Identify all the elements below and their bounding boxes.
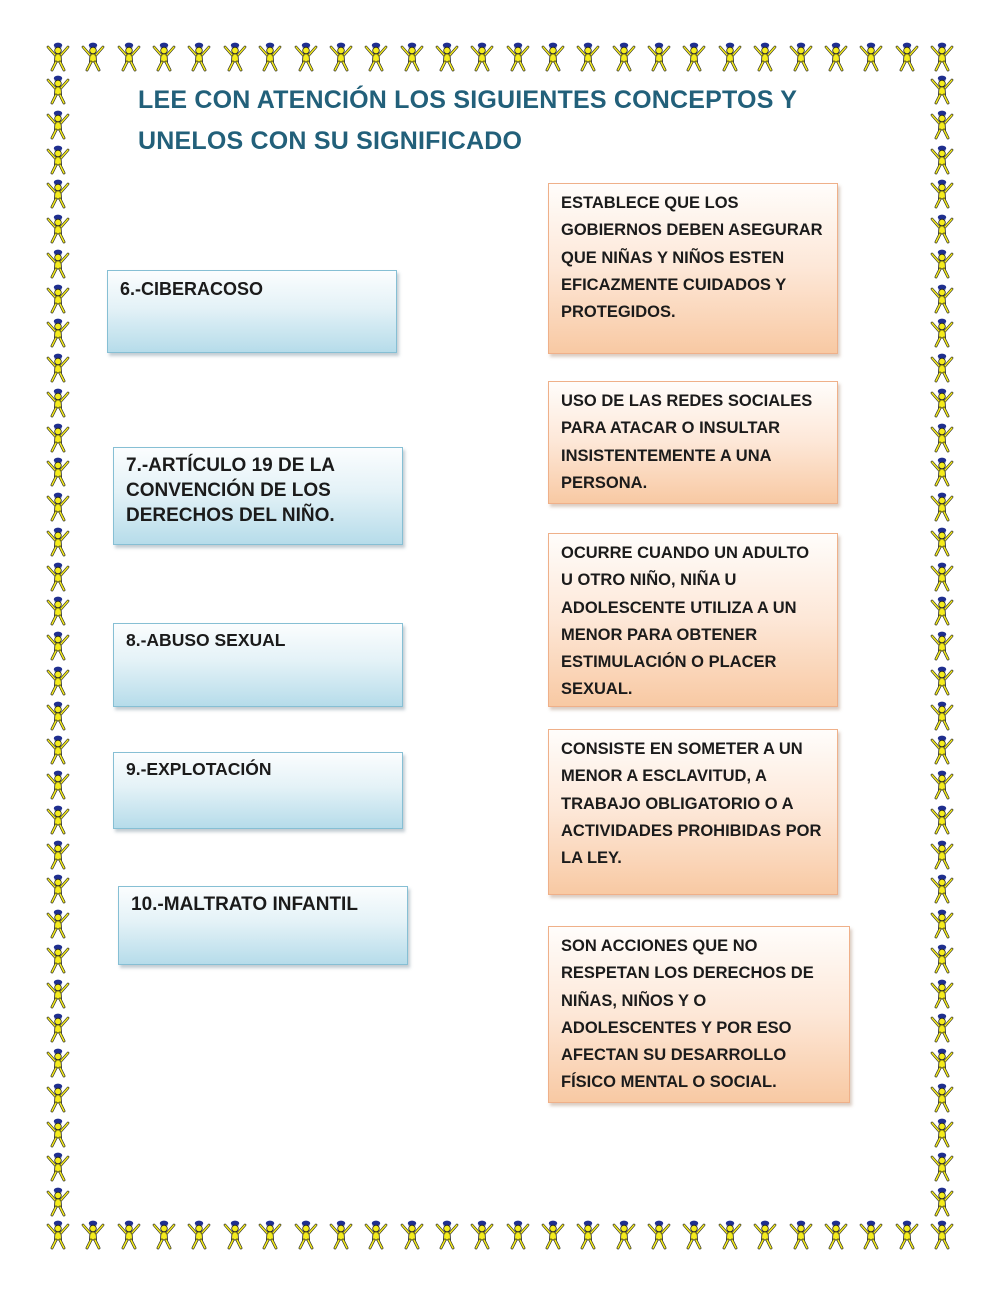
cheering-child-icon — [45, 388, 71, 418]
cheering-child-icon — [45, 909, 71, 939]
cheering-child-icon — [363, 42, 389, 72]
cheering-child-icon — [646, 1220, 672, 1250]
cheering-child-icon — [752, 42, 778, 72]
cheering-child-icon — [45, 979, 71, 1009]
definition-box-5[interactable]: SON ACCIONES QUE NO RESPETAN LOS DERECHOS DE NIÑAS, NIÑOS Y O ADOLESCENTES Y POR ESO AFECTAN SU DESARROLLO FÍSICO MENTAL O SOCIAL. — [548, 926, 850, 1103]
cheering-child-icon — [575, 1220, 601, 1250]
concept-box-10[interactable]: 10.-MALTRATO INFANTIL — [118, 886, 408, 965]
cheering-child-icon — [45, 596, 71, 626]
cheering-child-icon — [681, 1220, 707, 1250]
cheering-child-icon — [45, 110, 71, 140]
definition-box-3[interactable]: OCURRE CUANDO UN ADULTO U OTRO NIÑO, NIÑA U ADOLESCENTE UTILIZA A UN MENOR PARA OBTENER ESTIMULACIÓN O PLACER SEXUAL. — [548, 533, 838, 707]
cheering-child-icon — [80, 1220, 106, 1250]
cheering-child-icon — [222, 42, 248, 72]
cheering-child-icon — [45, 284, 71, 314]
cheering-child-icon — [45, 179, 71, 209]
cheering-child-icon — [929, 423, 955, 453]
cheering-child-icon — [116, 42, 142, 72]
cheering-child-icon — [929, 1083, 955, 1113]
cheering-child-icon — [505, 42, 531, 72]
concept-box-9[interactable]: 9.-EXPLOTACIÓN — [113, 752, 403, 829]
cheering-child-icon — [45, 492, 71, 522]
decorative-border-bottom — [45, 1220, 955, 1250]
cheering-child-icon — [45, 1220, 71, 1250]
cheering-child-icon — [45, 42, 71, 72]
cheering-child-icon — [717, 1220, 743, 1250]
cheering-child-icon — [45, 944, 71, 974]
concept-box-7[interactable]: 7.-ARTÍCULO 19 DE LA CONVENCIÓN DE LOS DERECHOS DEL NIÑO. — [113, 447, 403, 545]
cheering-child-icon — [45, 318, 71, 348]
cheering-child-icon — [929, 145, 955, 175]
concept-box-8[interactable]: 8.-ABUSO SEXUAL — [113, 623, 403, 707]
cheering-child-icon — [45, 1083, 71, 1113]
cheering-child-icon — [45, 75, 71, 105]
cheering-child-icon — [929, 318, 955, 348]
cheering-child-icon — [293, 1220, 319, 1250]
cheering-child-icon — [929, 110, 955, 140]
cheering-child-icon — [752, 1220, 778, 1250]
cheering-child-icon — [894, 42, 920, 72]
cheering-child-icon — [929, 596, 955, 626]
cheering-child-icon — [929, 770, 955, 800]
cheering-child-icon — [45, 631, 71, 661]
cheering-child-icon — [929, 1187, 955, 1217]
cheering-child-icon — [823, 42, 849, 72]
cheering-child-icon — [45, 840, 71, 870]
concept-box-6[interactable]: 6.-CIBERACOSO — [107, 270, 397, 353]
cheering-child-icon — [45, 805, 71, 835]
cheering-child-icon — [929, 805, 955, 835]
cheering-child-icon — [328, 42, 354, 72]
cheering-child-icon — [929, 457, 955, 487]
cheering-child-icon — [469, 42, 495, 72]
cheering-child-icon — [45, 562, 71, 592]
cheering-child-icon — [823, 1220, 849, 1250]
cheering-child-icon — [929, 701, 955, 731]
cheering-child-icon — [328, 1220, 354, 1250]
cheering-child-icon — [505, 1220, 531, 1250]
cheering-child-icon — [929, 909, 955, 939]
cheering-child-icon — [894, 1220, 920, 1250]
cheering-child-icon — [929, 388, 955, 418]
cheering-child-icon — [929, 1152, 955, 1182]
cheering-child-icon — [929, 735, 955, 765]
cheering-child-icon — [45, 249, 71, 279]
cheering-child-icon — [434, 1220, 460, 1250]
cheering-child-icon — [45, 423, 71, 453]
cheering-child-icon — [222, 1220, 248, 1250]
cheering-child-icon — [575, 42, 601, 72]
cheering-child-icon — [788, 1220, 814, 1250]
cheering-child-icon — [929, 353, 955, 383]
cheering-child-icon — [45, 1118, 71, 1148]
cheering-child-icon — [929, 75, 955, 105]
cheering-child-icon — [929, 874, 955, 904]
cheering-child-icon — [45, 1048, 71, 1078]
decorative-border-right — [929, 75, 955, 1217]
cheering-child-icon — [399, 1220, 425, 1250]
cheering-child-icon — [257, 1220, 283, 1250]
cheering-child-icon — [80, 42, 106, 72]
cheering-child-icon — [45, 457, 71, 487]
cheering-child-icon — [257, 42, 283, 72]
cheering-child-icon — [929, 666, 955, 696]
cheering-child-icon — [929, 1013, 955, 1043]
cheering-child-icon — [186, 42, 212, 72]
cheering-child-icon — [929, 840, 955, 870]
cheering-child-icon — [788, 42, 814, 72]
cheering-child-icon — [363, 1220, 389, 1250]
cheering-child-icon — [116, 1220, 142, 1250]
cheering-child-icon — [929, 562, 955, 592]
definition-box-1[interactable]: ESTABLECE QUE LOS GOBIERNOS DEBEN ASEGURAR QUE NIÑAS Y NIÑOS ESTEN EFICAZMENTE CUIDADOS Y PROTEGIDOS. — [548, 183, 838, 354]
cheering-child-icon — [45, 214, 71, 244]
cheering-child-icon — [681, 42, 707, 72]
cheering-child-icon — [45, 770, 71, 800]
cheering-child-icon — [611, 1220, 637, 1250]
cheering-child-icon — [45, 1152, 71, 1182]
cheering-child-icon — [929, 249, 955, 279]
cheering-child-icon — [929, 631, 955, 661]
cheering-child-icon — [929, 42, 955, 72]
cheering-child-icon — [45, 735, 71, 765]
cheering-child-icon — [469, 1220, 495, 1250]
cheering-child-icon — [45, 666, 71, 696]
cheering-child-icon — [717, 42, 743, 72]
cheering-child-icon — [929, 492, 955, 522]
definition-box-4[interactable]: CONSISTE EN SOMETER A UN MENOR A ESCLAVITUD, A TRABAJO OBLIGATORIO O A ACTIVIDADES PROHIBIDAS POR LA LEY. — [548, 729, 838, 895]
cheering-child-icon — [45, 701, 71, 731]
cheering-child-icon — [540, 42, 566, 72]
decorative-border-left — [45, 75, 71, 1217]
cheering-child-icon — [45, 1013, 71, 1043]
cheering-child-icon — [929, 1220, 955, 1250]
cheering-child-icon — [929, 284, 955, 314]
cheering-child-icon — [929, 979, 955, 1009]
cheering-child-icon — [929, 179, 955, 209]
cheering-child-icon — [929, 214, 955, 244]
cheering-child-icon — [45, 353, 71, 383]
cheering-child-icon — [929, 1048, 955, 1078]
page-title — [138, 80, 858, 162]
page-title-line-1: LEE CON ATENCIÓN LOS SIGUIENTES CONCEPTOS Y — [138, 86, 798, 114]
cheering-child-icon — [45, 527, 71, 557]
cheering-child-icon — [858, 1220, 884, 1250]
cheering-child-icon — [45, 145, 71, 175]
cheering-child-icon — [858, 42, 884, 72]
cheering-child-icon — [45, 874, 71, 904]
cheering-child-icon — [434, 42, 460, 72]
cheering-child-icon — [293, 42, 319, 72]
cheering-child-icon — [929, 527, 955, 557]
page-title-line-2: UNELOS CON SU SIGNIFICADO — [138, 127, 523, 155]
cheering-child-icon — [929, 944, 955, 974]
cheering-child-icon — [151, 1220, 177, 1250]
cheering-child-icon — [929, 1118, 955, 1148]
decorative-border-top — [45, 42, 955, 72]
cheering-child-icon — [646, 42, 672, 72]
cheering-child-icon — [45, 1187, 71, 1217]
cheering-child-icon — [151, 42, 177, 72]
definition-box-2[interactable]: USO DE LAS REDES SOCIALES PARA ATACAR O INSULTAR INSISTENTEMENTE A UNA PERSONA. — [548, 381, 838, 504]
cheering-child-icon — [399, 42, 425, 72]
cheering-child-icon — [540, 1220, 566, 1250]
cheering-child-icon — [186, 1220, 212, 1250]
cheering-child-icon — [611, 42, 637, 72]
